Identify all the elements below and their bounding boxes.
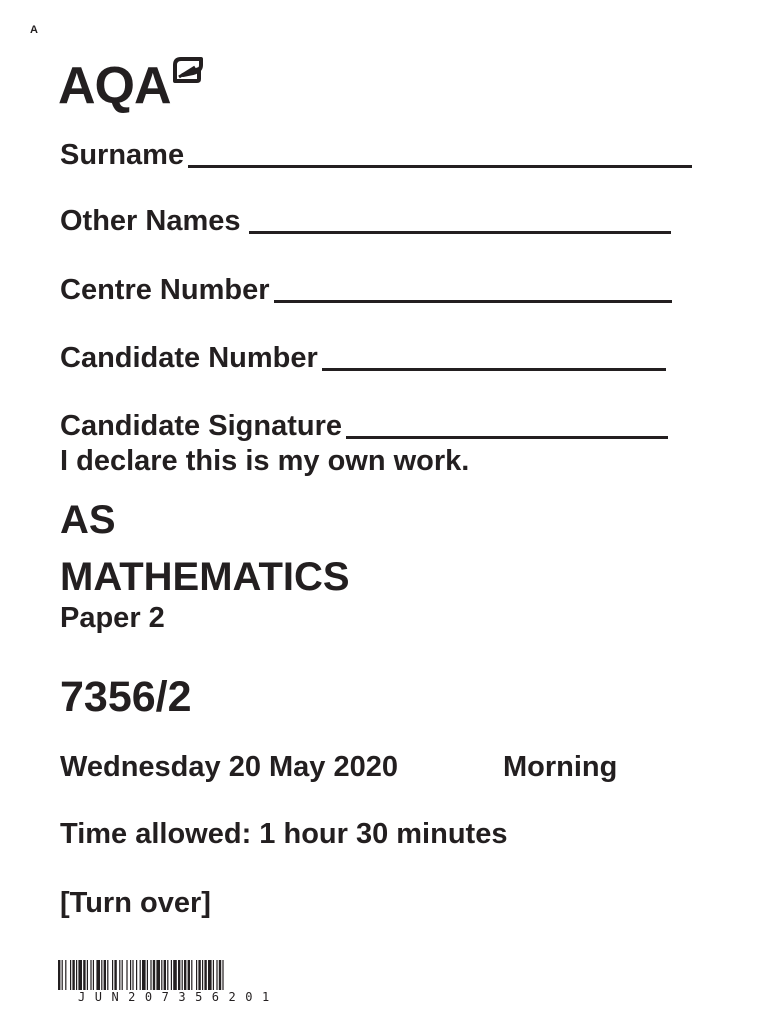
- exam-code: 7356/2: [60, 673, 192, 721]
- barcode-bar: [184, 960, 186, 990]
- other-names-line[interactable]: [249, 229, 671, 234]
- barcode-bar: [126, 960, 127, 990]
- barcode-bar: [142, 960, 146, 990]
- barcode-bar: [150, 960, 151, 990]
- exam-level: AS: [60, 498, 116, 542]
- barcode-bar: [196, 960, 197, 990]
- candidate-number-field: [60, 344, 666, 373]
- barcode-bar: [58, 960, 60, 990]
- barcode-bar: [78, 960, 82, 990]
- turn-over: [Turn over]: [60, 887, 211, 919]
- exam-subject: MATHEMATICS: [60, 555, 350, 599]
- surname-field: [60, 141, 692, 170]
- barcode-bar: [140, 960, 141, 990]
- barcode-bar: [136, 960, 137, 990]
- barcode-bar: [107, 960, 108, 990]
- aqa-leaf-mark-icon: [173, 57, 203, 88]
- barcode-bar: [208, 960, 212, 990]
- barcode-bar: [96, 960, 100, 990]
- barcode-bar: [122, 960, 123, 990]
- barcode-bar: [153, 960, 155, 990]
- aqa-logo: [58, 52, 203, 115]
- barcode-bar: [216, 960, 217, 990]
- barcode-bar: [104, 960, 106, 990]
- barcode-bar: [202, 960, 203, 990]
- barcode-bar: [164, 960, 166, 990]
- time-allowed: Time allowed: 1 hour 30 minutes: [60, 818, 508, 850]
- barcode-text: JUN207356201: [78, 990, 279, 1004]
- other-names-field: [60, 207, 671, 236]
- exam-date: Wednesday 20 May 2020: [60, 751, 398, 783]
- exam-paper: Paper 2: [60, 602, 165, 634]
- centre-number-label: Centre Number: [60, 274, 270, 306]
- barcode-bar: [70, 960, 71, 990]
- barcode-bar: [119, 960, 120, 990]
- barcode-bar: [204, 960, 206, 990]
- barcode-bar: [198, 960, 200, 990]
- barcode-bar: [62, 960, 63, 990]
- barcode-bar: [178, 960, 180, 990]
- barcode-bar: [147, 960, 148, 990]
- barcode-bar: [191, 960, 192, 990]
- barcode-bar: [93, 960, 94, 990]
- candidate-signature-line[interactable]: [346, 434, 668, 439]
- barcode-bar: [130, 960, 131, 990]
- barcode-bar: [182, 960, 183, 990]
- barcode-bar: [167, 960, 168, 990]
- barcode-bar: [65, 960, 66, 990]
- aqa-logo-text: AQA: [58, 57, 171, 115]
- barcode-bar: [161, 960, 162, 990]
- barcode-bar: [87, 960, 88, 990]
- candidate-number-label: Candidate Number: [60, 342, 318, 374]
- exam-session: Morning: [503, 751, 618, 783]
- barcode-bar: [213, 960, 214, 990]
- other-names-label: Other Names: [60, 205, 241, 237]
- barcode-bar: [83, 960, 85, 990]
- barcode-bar: [76, 960, 77, 990]
- barcode-bar: [114, 960, 116, 990]
- barcode-bar: [173, 960, 177, 990]
- barcode-bar: [101, 960, 102, 990]
- barcode-bar: [112, 960, 113, 990]
- barcode-bar: [90, 960, 91, 990]
- centre-number-line[interactable]: [274, 298, 672, 303]
- surname-label: Surname: [60, 139, 185, 171]
- barcode-bar: [132, 960, 133, 990]
- candidate-signature-field: [60, 412, 668, 441]
- centre-number-field: [60, 276, 672, 305]
- barcode-bar: [219, 960, 221, 990]
- barcode-bar: [72, 960, 74, 990]
- barcode-bar: [156, 960, 160, 990]
- declaration-text: I declare this is my own work.: [60, 445, 470, 477]
- barcode-bar: [188, 960, 190, 990]
- candidate-number-line[interactable]: [322, 366, 666, 371]
- barcode-bar: [171, 960, 172, 990]
- surname-line[interactable]: [188, 163, 692, 168]
- barcode-bar: [222, 960, 223, 990]
- candidate-signature-label: Candidate Signature: [60, 410, 342, 442]
- corner-letter: A: [30, 24, 38, 36]
